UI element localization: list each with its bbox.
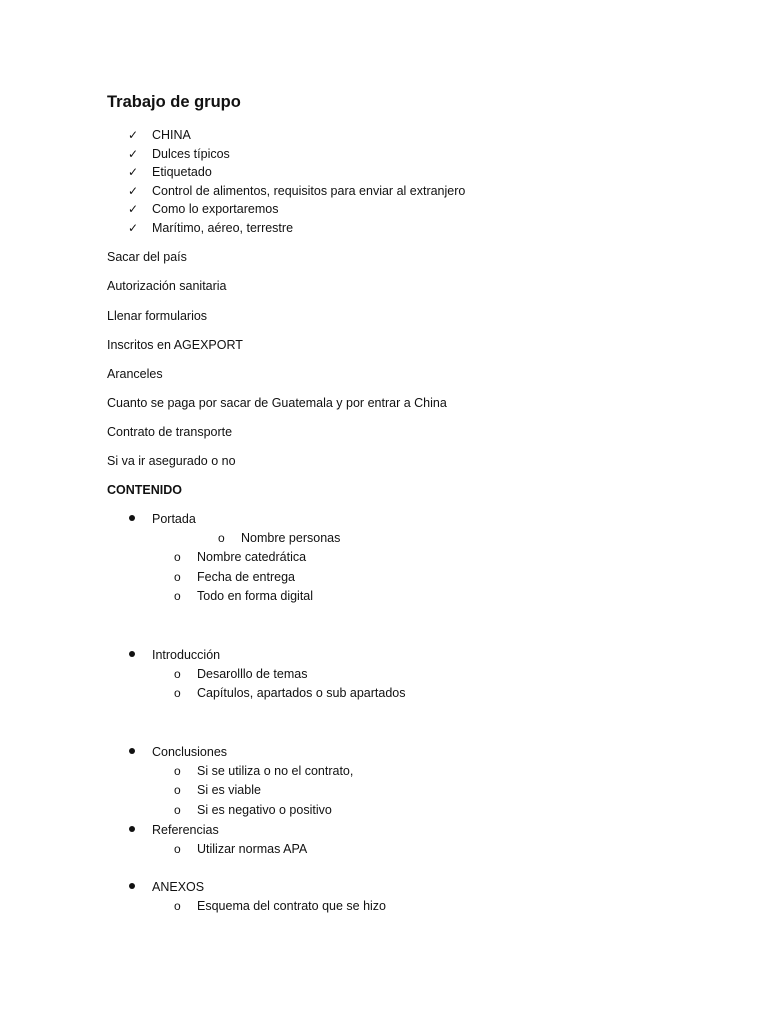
checklist-item-text: Etiquetado (152, 165, 212, 180)
sub-bullet-icon: o (174, 570, 181, 584)
checkmark-icon: ✓ (128, 165, 139, 180)
contenido-heading: CONTENIDO (107, 483, 182, 497)
checklist-item-text: CHINA (152, 128, 191, 142)
paragraph: Si va ir asegurado o no (107, 454, 236, 468)
paragraph: Sacar del país (107, 250, 187, 264)
sub-bullet-icon: o (174, 764, 181, 778)
paragraph: Autorización sanitaria (107, 279, 227, 293)
paragraph: Aranceles (107, 367, 163, 381)
bullet-icon (129, 515, 135, 521)
document-title: Trabajo de grupo (107, 93, 241, 111)
paragraph: Llenar formularios (107, 309, 208, 323)
sub-bullet-icon: o (174, 803, 181, 817)
sub-bullet-icon: o (174, 783, 181, 797)
sub-bullet-icon: o (174, 842, 181, 856)
sub-item: Si es viable (197, 783, 261, 797)
checklist-item (128, 200, 465, 219)
sub-bullet-icon: o (174, 667, 181, 681)
sub-bullet-icon: o (174, 899, 181, 913)
checklist-item-text: Marítimo, aéreo, terrestre (152, 220, 294, 235)
checklist-item-text: Como lo exportaremos (152, 202, 279, 217)
sub-bullet-icon: o (174, 686, 181, 700)
checkmark-icon: ✓ (128, 128, 139, 142)
section-label-anexos: ANEXOS (152, 880, 205, 894)
sub-item: Desarolllo de temas (197, 667, 308, 681)
bullet-icon (129, 748, 135, 754)
sub-bullet-icon: o (174, 589, 181, 603)
checklist-item-text: Control de alimentos, requisitos para enviar al extranjero (152, 183, 466, 198)
sub-bullet-icon: o (174, 550, 181, 564)
checkmark-icon: ✓ (128, 202, 139, 217)
bullet-icon (129, 883, 135, 889)
paragraph: Cuanto se paga por sacar de Guatemala y por entrar a China (107, 396, 447, 410)
checklist-item (128, 163, 465, 182)
checklist-item-text: Dulces típicos (152, 146, 230, 161)
checkmark-icon: ✓ (128, 146, 139, 161)
sub-bullet-icon: o (218, 531, 225, 545)
section-label-introduccion: Introducción (152, 648, 221, 662)
checklist-item (128, 126, 465, 145)
checklist-item (128, 182, 465, 201)
sub-item: Todo en forma digital (197, 589, 314, 603)
sub-item: Si se utiliza o no el contrato, (197, 764, 354, 778)
checklist-item (128, 145, 465, 164)
sub-item: Fecha de entrega (197, 570, 295, 584)
sub-item: Esquema del contrato que se hizo (197, 899, 387, 913)
checkmark-icon: ✓ (128, 220, 139, 235)
sub-item: Si es negativo o positivo (197, 803, 332, 817)
sub-item: Nombre catedrática (197, 550, 307, 564)
paragraph: Contrato de transporte (107, 425, 233, 439)
sub-item: Nombre personas (241, 531, 341, 545)
section-label-conclusiones: Conclusiones (152, 745, 228, 759)
bullet-icon (129, 826, 135, 832)
sub-item: Utilizar normas APA (197, 842, 308, 856)
checkmark-icon: ✓ (128, 183, 139, 198)
bullet-icon (129, 651, 135, 657)
section-label-referencias: Referencias (152, 823, 219, 837)
checklist (128, 126, 465, 238)
paragraph: Inscritos en AGEXPORT (107, 338, 243, 352)
sub-item: Capítulos, apartados o sub apartados (197, 686, 406, 700)
checklist-item (128, 219, 465, 238)
section-label-portada: Portada (152, 512, 196, 526)
